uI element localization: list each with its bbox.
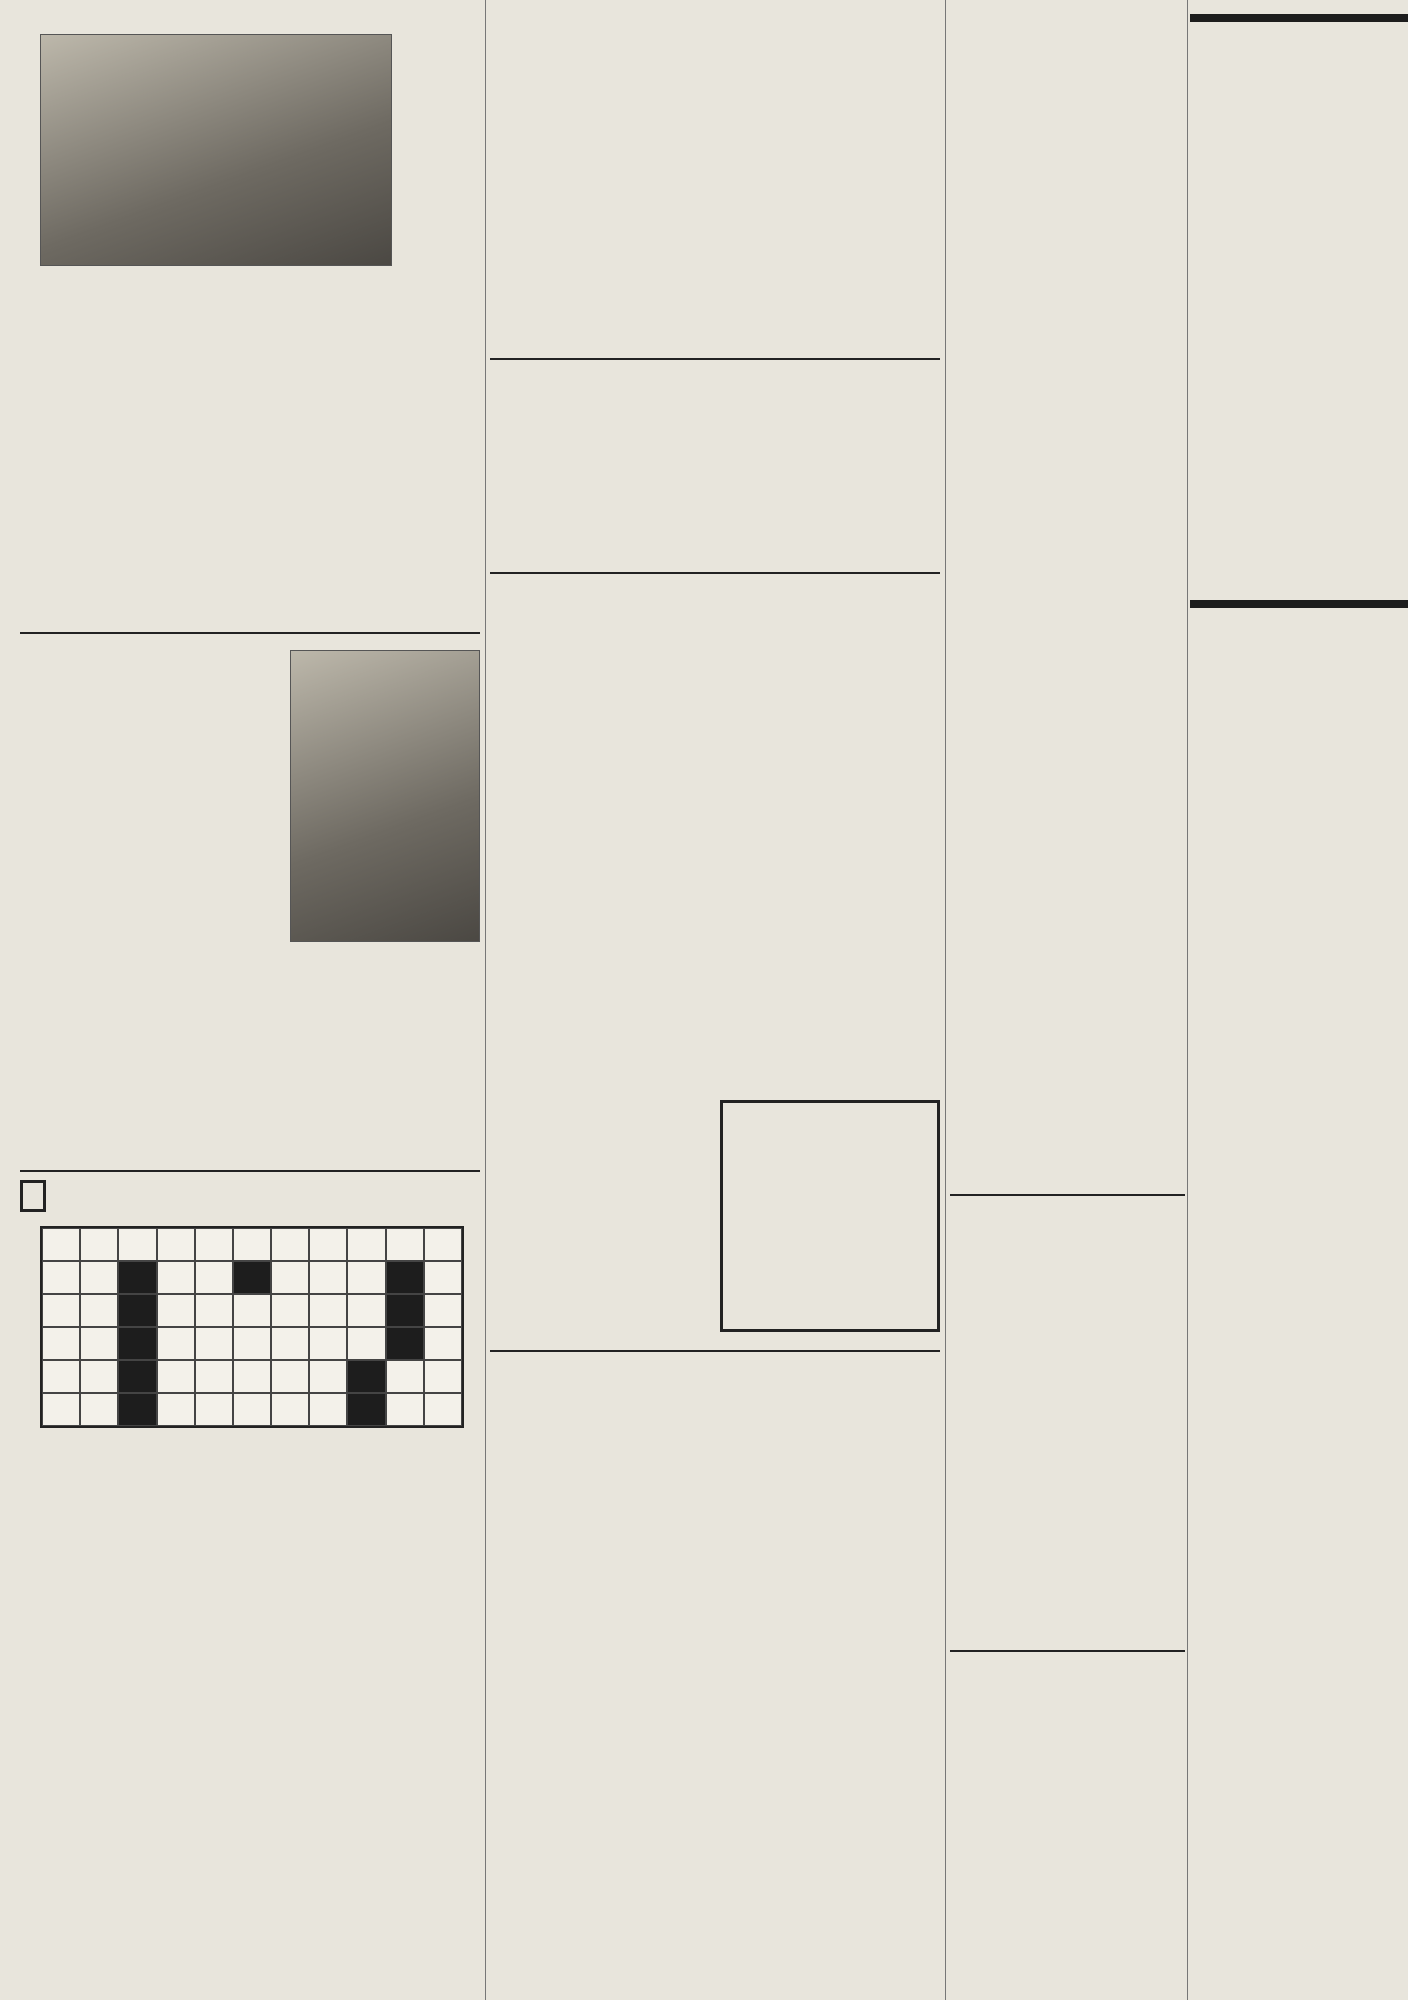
crossword-cell [80,1261,118,1294]
article-body [490,32,940,192]
radio-schedule [1190,30,1408,500]
listings [950,76,1185,1186]
salon-box [720,1100,940,1340]
crossword-cell [157,1294,195,1327]
notice-1 [950,1202,1185,1642]
crossword-cell [309,1393,347,1426]
article-body [490,372,940,492]
article-body [20,276,480,506]
crossword-cell [118,1261,156,1294]
crossword-cell [424,1327,462,1360]
radio-banner [1190,14,1408,22]
crossword-cell [195,1294,233,1327]
notice-body [950,1664,1185,1954]
crossword-cell [309,1327,347,1360]
crossword-cell [195,1261,233,1294]
crossword-cell [195,1360,233,1393]
crossword-cell [195,1327,233,1360]
crossword-cell [80,1327,118,1360]
crossword-cell [347,1294,385,1327]
crossword-cell [424,1360,462,1393]
crossword-cell [195,1228,233,1261]
crossword-cell [42,1294,80,1327]
crossword-cell [309,1228,347,1261]
crossword-grid [40,1226,464,1428]
listings-logo [950,10,1185,70]
crossword-cell [347,1327,385,1360]
notice-2 [950,1658,1185,1988]
crossword-cell [233,1261,271,1294]
crossword-cell [424,1294,462,1327]
crossword-cell [157,1360,195,1393]
crossword-title-box [20,1180,46,1212]
crossword-cell [118,1393,156,1426]
crossword-cell [386,1261,424,1294]
crossword-cell [80,1360,118,1393]
column-2 [490,0,940,2000]
crossword-cell [42,1327,80,1360]
portrait-photo [290,650,480,942]
crossword-cell [118,1228,156,1261]
article-body [20,650,280,1080]
crossword-cell [157,1261,195,1294]
section-divider [20,632,480,634]
crossword-clues-down [255,1444,480,1804]
crossword-cell [233,1228,271,1261]
article-body-2 [490,198,940,288]
crossword-cell [80,1294,118,1327]
crossword-cell [309,1294,347,1327]
crossword-cell [118,1294,156,1327]
crossword-cell [157,1228,195,1261]
column-1 [20,0,480,2000]
article-2 [490,366,940,566]
crossword-cell [233,1393,271,1426]
crossword-cell [347,1393,385,1426]
crossword-cell [118,1327,156,1360]
crossword-clues-across [20,1444,245,1804]
crossword-cell [271,1360,309,1393]
column-rule [945,0,946,2000]
crossword-cell [309,1360,347,1393]
crossword-cell [386,1228,424,1261]
section-divider [20,1170,480,1172]
radio-1 [1190,14,1408,594]
crossword-cell [118,1360,156,1393]
crossword-cell [233,1294,271,1327]
salon-box-frame [720,1100,940,1332]
section-divider [490,572,940,574]
notice-body [950,1208,1185,1608]
crossword-cell [80,1393,118,1426]
crossword-cell [42,1360,80,1393]
radio-2 [1190,600,1408,1990]
article-2 [20,642,480,1162]
column-3 [950,0,1185,2000]
section-divider [950,1194,1185,1196]
crossword-cell [271,1327,309,1360]
crossword-cell [233,1360,271,1393]
crossword-cell [347,1261,385,1294]
column-rule [1187,0,1188,2000]
crossword-cell [309,1261,347,1294]
crossword-cell [271,1261,309,1294]
crossword-cell [386,1327,424,1360]
column-4 [1190,0,1408,2000]
crossword-cell [424,1393,462,1426]
notice-body [490,1368,940,1928]
crossword-cell [233,1327,271,1360]
listings-body [950,76,1185,1176]
article-1 [490,24,940,354]
crossword-cell [157,1327,195,1360]
crossword-cell [271,1393,309,1426]
crossword-cell [271,1294,309,1327]
notice [490,1360,940,1990]
crossword-cell [424,1261,462,1294]
radio-banner [1190,600,1408,608]
section-divider [490,1350,940,1352]
section-divider [950,1650,1185,1652]
crossword-cell [42,1261,80,1294]
crossword [20,1180,480,1990]
crossword-cell [386,1393,424,1426]
crossword-cell [157,1393,195,1426]
column-rule [485,0,486,2000]
radio-schedule [1190,618,1408,1848]
crossword-cell [386,1360,424,1393]
crossword-cell [347,1360,385,1393]
article-photo [40,34,392,266]
crossword-cell [42,1228,80,1261]
article-1 [20,24,480,624]
section-divider [490,358,940,360]
crossword-cell [42,1393,80,1426]
crossword-cell [80,1228,118,1261]
crossword-cell [386,1294,424,1327]
crossword-cell [195,1393,233,1426]
crossword-cell [424,1228,462,1261]
crossword-cell [271,1228,309,1261]
crossword-cell [347,1228,385,1261]
